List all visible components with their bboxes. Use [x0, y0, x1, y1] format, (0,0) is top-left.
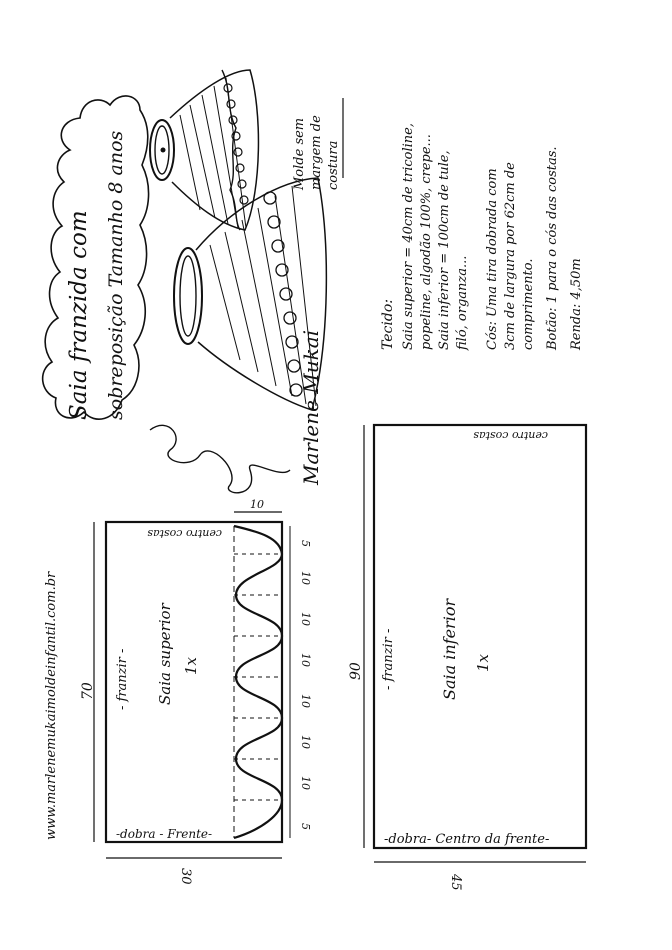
- lower-fold-label: -dobra- Centro da frente-: [384, 832, 550, 847]
- lace-trim-small: [224, 84, 248, 204]
- edge-label-6: 10: [299, 735, 312, 749]
- button-icon: [161, 148, 166, 153]
- edge-label-4: 10: [299, 653, 312, 667]
- edge-label-8: 5: [299, 823, 312, 830]
- upper-piece-name: Saia superior: [156, 603, 174, 705]
- note-line-3: costura: [326, 140, 341, 190]
- title-cloud: [43, 96, 149, 420]
- lower-length-label: 90: [348, 662, 364, 680]
- fabric-line-7: comprimento.: [521, 258, 536, 350]
- note-line-1: Molde sem: [292, 117, 307, 190]
- lower-back-label: centro costas: [473, 429, 548, 442]
- fabric-line-2: popeline, algodão 100%, crepe...: [419, 134, 434, 350]
- lower-piece-name: Saia inferior: [440, 598, 459, 700]
- upper-fold-label: -dobra - Frente-: [116, 827, 213, 841]
- title-line-2: sobreposição Tamanho 8 anos: [105, 130, 127, 420]
- fabric-requirements: [380, 123, 584, 351]
- title-line-1: Saia franzida com: [66, 210, 92, 420]
- edge-label-3: 10: [299, 612, 312, 626]
- upper-back-label: centro costas: [147, 527, 222, 540]
- fabric-heading: Tecido:: [380, 299, 396, 350]
- upper-gather-label: - franzir -: [115, 648, 130, 710]
- lower-gather-label: - franzir -: [381, 628, 396, 690]
- fabric-line-3: Saia inferior = 100cm de tule,: [437, 150, 452, 350]
- edge-label-1: 5: [299, 540, 312, 547]
- upper-skirt-piece: [80, 498, 312, 885]
- upper-piece-qty: 1x: [182, 656, 200, 675]
- scallop-edge: [234, 526, 282, 838]
- fabric-line-5: Cós: Uma tira dobrada com: [485, 168, 500, 350]
- edge-label-2: 10: [299, 571, 312, 585]
- signature-text: Marlene Mukai: [299, 329, 323, 485]
- scallop-guides: [234, 554, 282, 800]
- lower-skirt-piece: [348, 425, 586, 891]
- skirt-illustration-small: [150, 70, 258, 230]
- fabric-line-4: filó, organza...: [455, 255, 470, 350]
- upper-scallop-depth-label: 10: [250, 498, 264, 511]
- upper-depth-label: 30: [178, 868, 193, 885]
- fabric-line-8: Botão: 1 para o cós das costas.: [545, 146, 560, 350]
- edge-label-5: 10: [299, 694, 312, 708]
- upper-length-label: 70: [80, 682, 96, 700]
- note-line-2: margem de: [309, 115, 324, 190]
- fabric-line-9: Renda: 4,50m: [569, 258, 584, 350]
- signature: [150, 330, 323, 493]
- seam-allowance-note: [292, 98, 343, 191]
- edge-label-7: 10: [299, 776, 312, 790]
- lower-depth-label: 45: [448, 874, 463, 891]
- website-url: www.marlenemukaimoldeinfantil.com.br: [44, 571, 59, 840]
- fabric-line-1: Saia superior = 40cm de tricoline,: [401, 123, 416, 350]
- lower-piece-qty: 1x: [474, 653, 492, 672]
- fabric-line-6: 3cm de largura por 62cm de: [503, 162, 518, 350]
